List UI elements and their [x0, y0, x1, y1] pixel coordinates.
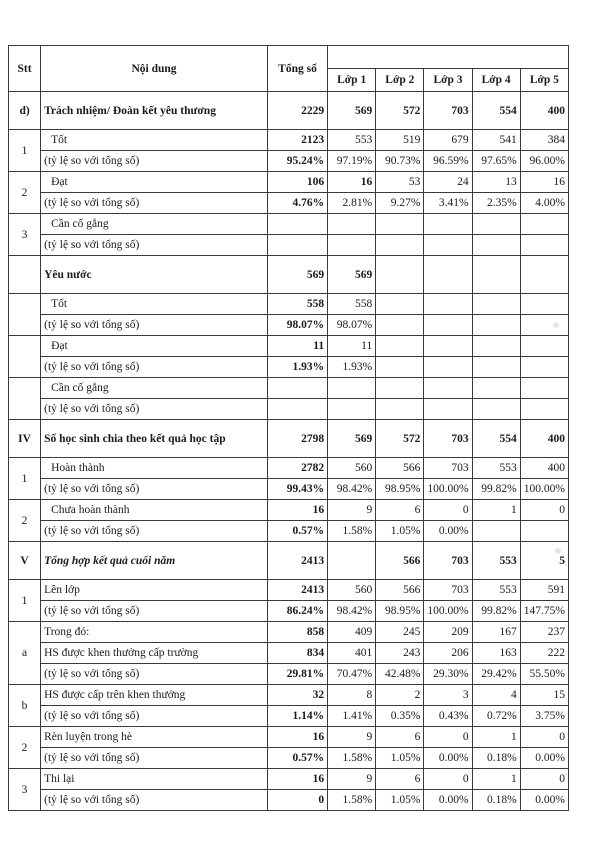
- header-lop-1: Lớp 1: [328, 69, 376, 92]
- cell-lop-2: 243: [376, 643, 424, 664]
- cell-lop-1: 11: [328, 336, 376, 357]
- ratio-label: (tỷ lệ so với tổng số): [41, 235, 268, 256]
- row-total: 2413: [267, 542, 327, 580]
- cell-lop-1: 9: [328, 727, 376, 748]
- cell-lop-3: 703: [424, 92, 472, 130]
- header-tong-so: Tổng số: [267, 46, 327, 92]
- row-label: Cần cố gắng: [41, 214, 268, 235]
- cell-lop-4: 553: [472, 458, 520, 479]
- cell-lop-1: 8: [328, 685, 376, 706]
- ratio-lop-1: 2.81%: [328, 193, 376, 214]
- row-total: 32: [267, 685, 327, 706]
- row-stt: 1: [9, 458, 41, 500]
- ratio-lop-5: 4.00%: [520, 193, 568, 214]
- section-row: [9, 420, 569, 458]
- cell-lop-2: 572: [376, 92, 424, 130]
- ratio-lop-1: 1.58%: [328, 748, 376, 769]
- row-total: 16: [267, 727, 327, 748]
- header-lop-3: Lớp 3: [424, 69, 472, 92]
- ratio-lop-4: 97.65%: [472, 151, 520, 172]
- row-total: 569: [267, 256, 327, 294]
- cell-lop-5: 222: [520, 643, 568, 664]
- ratio-lop-1: 1.93%: [328, 357, 376, 378]
- cell-lop-2: 572: [376, 420, 424, 458]
- row-label: Trong đó:: [41, 622, 268, 643]
- table-row: [9, 727, 569, 748]
- ratio-lop-1: 70.47%: [328, 664, 376, 685]
- ratio-lop-1: 98.07%: [328, 315, 376, 336]
- ratio-lop-5: [520, 521, 568, 542]
- row-label: Thi lại: [41, 769, 268, 790]
- cell-lop-1: [328, 542, 376, 580]
- cell-lop-3: 24: [424, 172, 472, 193]
- row-total: 16: [267, 500, 327, 521]
- ratio-total: 95.24%: [267, 151, 327, 172]
- ratio-row: [9, 748, 569, 769]
- row-total: 2413: [267, 580, 327, 601]
- ratio-lop-1: 97.19%: [328, 151, 376, 172]
- cell-lop-2: 566: [376, 458, 424, 479]
- ratio-label: (tỷ lệ so với tổng số): [41, 664, 268, 685]
- cell-lop-3: 3: [424, 685, 472, 706]
- ratio-lop-1: 98.42%: [328, 601, 376, 622]
- row-label: Lên lớp: [41, 580, 268, 601]
- ratio-label: (tỷ lệ so với tổng số): [41, 521, 268, 542]
- cell-lop-4: 553: [472, 580, 520, 601]
- ratio-lop-5: 55.50%: [520, 664, 568, 685]
- cell-lop-1: 560: [328, 458, 376, 479]
- row-label: Hoàn thành: [41, 458, 268, 479]
- ratio-row: [9, 521, 569, 542]
- table-row: [9, 458, 569, 479]
- cell-lop-3: 206: [424, 643, 472, 664]
- cell-lop-4: 553: [472, 542, 520, 580]
- ratio-lop-3: 96.59%: [424, 151, 472, 172]
- table-row: [9, 622, 569, 643]
- cell-lop-3: 679: [424, 130, 472, 151]
- row-stt: 3: [9, 769, 41, 811]
- row-label: Chưa hoàn thành: [41, 500, 268, 521]
- cell-lop-1: 569: [328, 256, 376, 294]
- row-total: 2798: [267, 420, 327, 458]
- table-row: [9, 378, 569, 399]
- ratio-label: (tỷ lệ so với tổng số): [41, 193, 268, 214]
- ratio-total: 29.81%: [267, 664, 327, 685]
- row-label: Cần cố gắng: [41, 378, 268, 399]
- ratio-label: (tỷ lệ so với tổng số): [41, 790, 268, 811]
- ratio-row: [9, 399, 569, 420]
- ratio-total: 0: [267, 790, 327, 811]
- ratio-label: (tỷ lệ so với tổng số): [41, 479, 268, 500]
- row-total: 834: [267, 643, 327, 664]
- cell-lop-4: 167: [472, 622, 520, 643]
- cell-lop-2: 2: [376, 685, 424, 706]
- row-label: Trách nhiệm/ Đoàn kết yêu thương: [41, 92, 268, 130]
- row-total: 2229: [267, 92, 327, 130]
- ratio-row: [9, 601, 569, 622]
- cell-lop-1: 569: [328, 420, 376, 458]
- cell-lop-4: 541: [472, 130, 520, 151]
- ratio-lop-5: 0.00%: [520, 790, 568, 811]
- header-lop-group: [328, 46, 569, 69]
- ratio-lop-4: 99.82%: [472, 479, 520, 500]
- ratio-lop-4: [472, 521, 520, 542]
- row-label: Tổng hợp kết quả cuối năm: [41, 542, 268, 580]
- row-stt: a: [9, 622, 41, 685]
- header-lop-4: Lớp 4: [472, 69, 520, 92]
- cell-lop-2: 53: [376, 172, 424, 193]
- row-stt: 2: [9, 727, 41, 769]
- ratio-lop-2: 0.35%: [376, 706, 424, 727]
- cell-lop-4: 4: [472, 685, 520, 706]
- cell-lop-3: 703: [424, 542, 472, 580]
- cell-lop-1: 569: [328, 92, 376, 130]
- cell-lop-5: 15: [520, 685, 568, 706]
- ratio-lop-3: 0.00%: [424, 748, 472, 769]
- row-total: 858: [267, 622, 327, 643]
- ratio-lop-3: 100.00%: [424, 479, 472, 500]
- table-row: [9, 294, 569, 315]
- section-row: [9, 256, 569, 294]
- ratio-lop-3: 29.30%: [424, 664, 472, 685]
- cell-lop-3: 703: [424, 420, 472, 458]
- table-row: [9, 500, 569, 521]
- ratio-lop-4: 0.18%: [472, 748, 520, 769]
- row-stt: 3: [9, 214, 41, 256]
- row-label: Tốt: [41, 294, 268, 315]
- ratio-row: [9, 235, 569, 256]
- ratio-label: (tỷ lệ so với tổng số): [41, 151, 268, 172]
- ratio-row: [9, 193, 569, 214]
- ratio-lop-5: 0.00%: [520, 748, 568, 769]
- cell-lop-4: 1: [472, 769, 520, 790]
- header-lop-5: Lớp 5: [520, 69, 568, 92]
- ratio-row: [9, 479, 569, 500]
- ratio-row: [9, 315, 569, 336]
- row-total: 558: [267, 294, 327, 315]
- ratio-lop-2: 1.05%: [376, 790, 424, 811]
- table-row: [9, 769, 569, 790]
- row-label: Rèn luyện trong hè: [41, 727, 268, 748]
- ratio-lop-4: 99.82%: [472, 601, 520, 622]
- row-stt: 1: [9, 580, 41, 622]
- cell-lop-2: 245: [376, 622, 424, 643]
- ratio-lop-4: 29.42%: [472, 664, 520, 685]
- ratio-total: 4.76%: [267, 193, 327, 214]
- table-row: [9, 172, 569, 193]
- cell-lop-1: 560: [328, 580, 376, 601]
- cell-lop-2: 6: [376, 727, 424, 748]
- cell-lop-1: 16: [328, 172, 376, 193]
- ratio-label: (tỷ lệ so với tổng số): [41, 748, 268, 769]
- ratio-label: (tỷ lệ so với tổng số): [41, 399, 268, 420]
- ratio-lop-1: 98.42%: [328, 479, 376, 500]
- row-total: 11: [267, 336, 327, 357]
- cell-lop-3: 0: [424, 727, 472, 748]
- cell-lop-5: 0: [520, 769, 568, 790]
- ratio-lop-1: 1.41%: [328, 706, 376, 727]
- header-noi-dung: Nội dung: [41, 46, 268, 92]
- ratio-lop-4: 0.72%: [472, 706, 520, 727]
- row-label: Tốt: [41, 130, 268, 151]
- row-stt: 1: [9, 130, 41, 172]
- ratio-lop-3: 100.00%: [424, 601, 472, 622]
- cell-lop-1: 401: [328, 643, 376, 664]
- ratio-lop-4: 2.35%: [472, 193, 520, 214]
- row-stt: d): [9, 92, 41, 130]
- ratio-lop-2: 9.27%: [376, 193, 424, 214]
- ratio-total: 98.07%: [267, 315, 327, 336]
- cell-lop-4: 13: [472, 172, 520, 193]
- ratio-row: [9, 664, 569, 685]
- ratio-row: [9, 706, 569, 727]
- ratio-row: [9, 357, 569, 378]
- row-label: HS được khen thưởng cấp trường: [41, 643, 268, 664]
- ratio-lop-5: 100.00%: [520, 479, 568, 500]
- ratio-lop-2: 1.05%: [376, 521, 424, 542]
- ratio-lop-3: 3.41%: [424, 193, 472, 214]
- cell-lop-2: 566: [376, 542, 424, 580]
- ratio-lop-5: 96.00%: [520, 151, 568, 172]
- cell-lop-5: 237: [520, 622, 568, 643]
- ratio-total: 86.24%: [267, 601, 327, 622]
- ratio-label: (tỷ lệ so với tổng số): [41, 601, 268, 622]
- ratio-lop-3: 0.43%: [424, 706, 472, 727]
- cell-lop-5: 400: [520, 420, 568, 458]
- header-lop-2: Lớp 2: [376, 69, 424, 92]
- cell-lop-1: 558: [328, 294, 376, 315]
- ratio-row: [9, 151, 569, 172]
- statistics-table: [8, 45, 569, 811]
- row-label: Đạt: [41, 336, 268, 357]
- section-row: [9, 92, 569, 130]
- row-label: HS được cấp trên khen thưởng: [41, 685, 268, 706]
- cell-lop-2: 519: [376, 130, 424, 151]
- ratio-label: (tỷ lệ so với tổng số): [41, 357, 268, 378]
- ratio-lop-4: 0.18%: [472, 790, 520, 811]
- row-total: 106: [267, 172, 327, 193]
- row-label: Đạt: [41, 172, 268, 193]
- cell-lop-5: 384: [520, 130, 568, 151]
- table-row: [9, 336, 569, 357]
- row-stt: IV: [9, 420, 41, 458]
- ratio-total: 1.14%: [267, 706, 327, 727]
- ratio-label: (tỷ lệ so với tổng số): [41, 315, 268, 336]
- cell-lop-3: 703: [424, 580, 472, 601]
- row-total: 2123: [267, 130, 327, 151]
- cell-lop-2: 6: [376, 500, 424, 521]
- ratio-lop-2: 98.95%: [376, 479, 424, 500]
- row-total: 2782: [267, 458, 327, 479]
- ratio-lop-1: 1.58%: [328, 790, 376, 811]
- cell-lop-3: 0: [424, 500, 472, 521]
- table-row: [9, 643, 569, 664]
- cell-lop-4: 554: [472, 92, 520, 130]
- ratio-lop-2: 42.48%: [376, 664, 424, 685]
- cell-lop-5: 0: [520, 500, 568, 521]
- ratio-lop-2: 98.95%: [376, 601, 424, 622]
- cell-lop-3: 703: [424, 458, 472, 479]
- row-stt: V: [9, 542, 41, 580]
- cell-lop-1: 553: [328, 130, 376, 151]
- cell-lop-5: 0: [520, 727, 568, 748]
- cell-lop-5: 400: [520, 92, 568, 130]
- table-row: [9, 580, 569, 601]
- table-row: [9, 130, 569, 151]
- ratio-lop-3: 0.00%: [424, 521, 472, 542]
- ratio-total: 99.43%: [267, 479, 327, 500]
- cell-lop-3: 209: [424, 622, 472, 643]
- cell-lop-4: 1: [472, 500, 520, 521]
- ratio-label: (tỷ lệ so với tổng số): [41, 706, 268, 727]
- cell-lop-1: 9: [328, 500, 376, 521]
- ratio-row: [9, 790, 569, 811]
- ratio-total: 0.57%: [267, 748, 327, 769]
- cell-lop-3: 0: [424, 769, 472, 790]
- cell-lop-5: 5: [520, 542, 568, 580]
- table-row: [9, 214, 569, 235]
- row-label: Yêu nước: [41, 256, 268, 294]
- cell-lop-4: 163: [472, 643, 520, 664]
- cell-lop-2: 566: [376, 580, 424, 601]
- ratio-lop-2: 1.05%: [376, 748, 424, 769]
- cell-lop-4: 554: [472, 420, 520, 458]
- row-stt: 2: [9, 172, 41, 214]
- ratio-total: 0.57%: [267, 521, 327, 542]
- ratio-total: 1.93%: [267, 357, 327, 378]
- cell-lop-5: 400: [520, 458, 568, 479]
- header-stt: Stt: [9, 46, 41, 92]
- row-label: Số học sinh chia theo kết quả học tập: [41, 420, 268, 458]
- cell-lop-1: 9: [328, 769, 376, 790]
- row-total: 16: [267, 769, 327, 790]
- cell-lop-5: 16: [520, 172, 568, 193]
- ratio-lop-3: 0.00%: [424, 790, 472, 811]
- cell-lop-4: 1: [472, 727, 520, 748]
- ratio-lop-2: 90.73%: [376, 151, 424, 172]
- ratio-lop-1: 1.58%: [328, 521, 376, 542]
- cell-lop-1: 409: [328, 622, 376, 643]
- row-stt: 2: [9, 500, 41, 542]
- ratio-lop-5: 147.75%: [520, 601, 568, 622]
- cell-lop-5: 591: [520, 580, 568, 601]
- row-stt: b: [9, 685, 41, 727]
- cell-lop-2: 6: [376, 769, 424, 790]
- ratio-lop-5: 3.75%: [520, 706, 568, 727]
- section-row: [9, 542, 569, 580]
- table-row: [9, 685, 569, 706]
